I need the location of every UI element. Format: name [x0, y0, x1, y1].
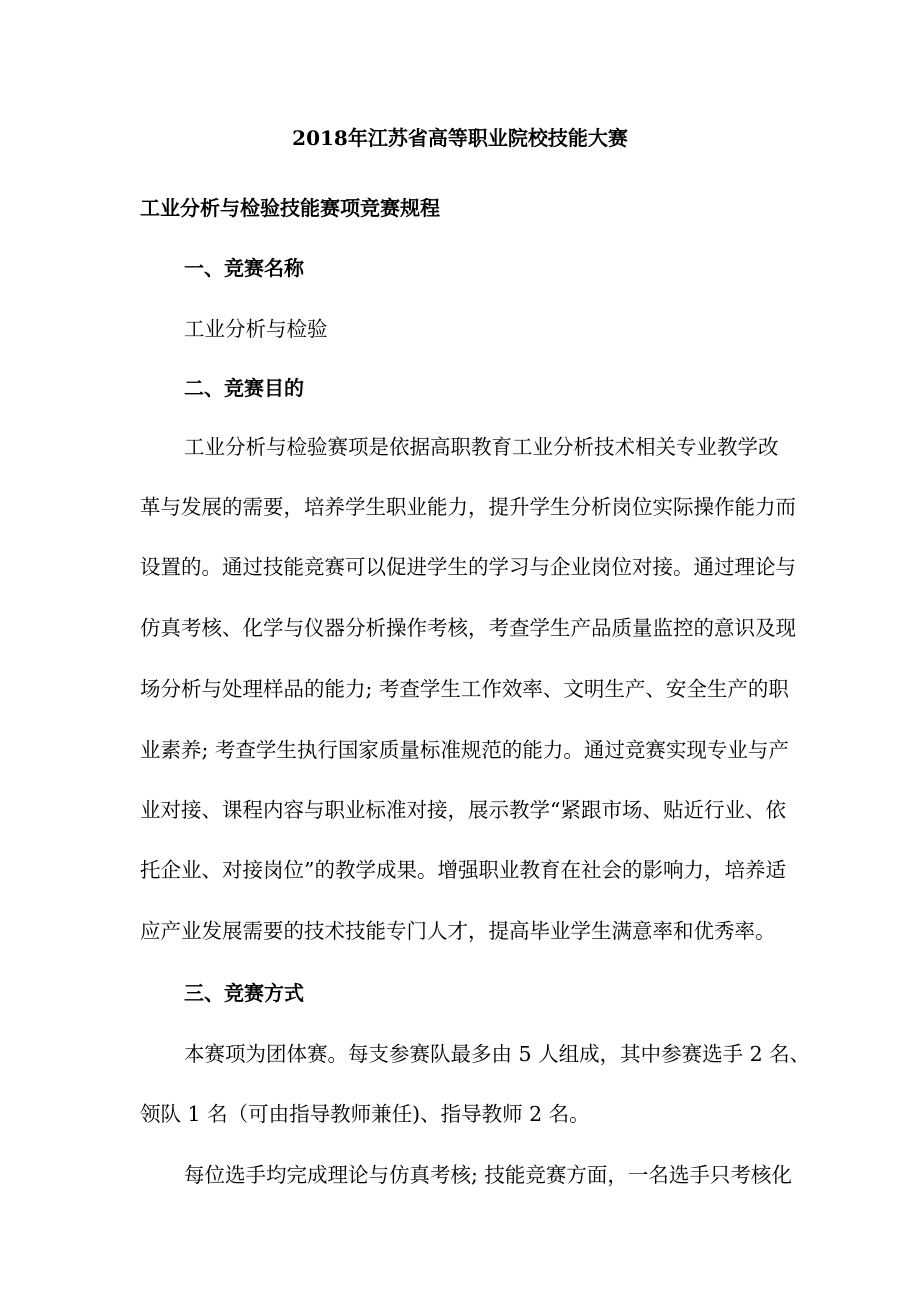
paragraph-line: 业素养; 考查学生执行国家质量标准规范的能力。通过竞赛实现专业与产 [140, 738, 789, 762]
paragraph-line: 本赛项为团体赛。每支参赛队最多由 5 人组成，其中参赛选手 2 名、 [184, 1042, 811, 1066]
document-title: 2018年江苏省高等职业院校技能大赛 [292, 126, 628, 150]
section-1-body: 工业分析与检验 [184, 317, 328, 341]
paragraph-line: 工业分析与检验赛项是依据高职教育工业分析技术相关专业教学改 [184, 435, 779, 459]
document-subtitle: 工业分析与检验技能赛项竞赛规程 [140, 196, 440, 220]
paragraph-line: 应产业发展需要的技术技能专门人才，提高毕业学生满意率和优秀率。 [140, 919, 776, 943]
paragraph-line: 每位选手均完成理论与仿真考核; 技能竞赛方面，一名选手只考核化 [184, 1163, 792, 1187]
section-1-heading: 一、竞赛名称 [184, 256, 304, 280]
paragraph-line: 领队 1 名（可由指导教师兼任)、指导教师 2 名。 [140, 1102, 590, 1126]
paragraph-line: 仿真考核、化学与仪器分析操作考核，考查学生产品质量监控的意识及现 [140, 616, 796, 640]
paragraph-line: 场分析与处理样品的能力; 考查学生工作效率、文明生产、安全生产的职 [140, 677, 789, 701]
paragraph-line: 托企业、对接岗位”的教学成果。增强职业教育在社会的影响力，培养适 [140, 858, 786, 882]
section-2-heading: 二、竞赛目的 [184, 376, 304, 400]
section-3-heading: 三、竞赛方式 [184, 981, 304, 1005]
paragraph-line: 设置的。通过技能竞赛可以促进学生的学习与企业岗位对接。通过理论与 [140, 555, 796, 579]
paragraph-line: 业对接、课程内容与职业标准对接，展示教学“紧跟市场、贴近行业、依 [140, 798, 786, 822]
paragraph-line: 革与发展的需要，培养学生职业能力，提升学生分析岗位实际操作能力而 [140, 495, 796, 519]
